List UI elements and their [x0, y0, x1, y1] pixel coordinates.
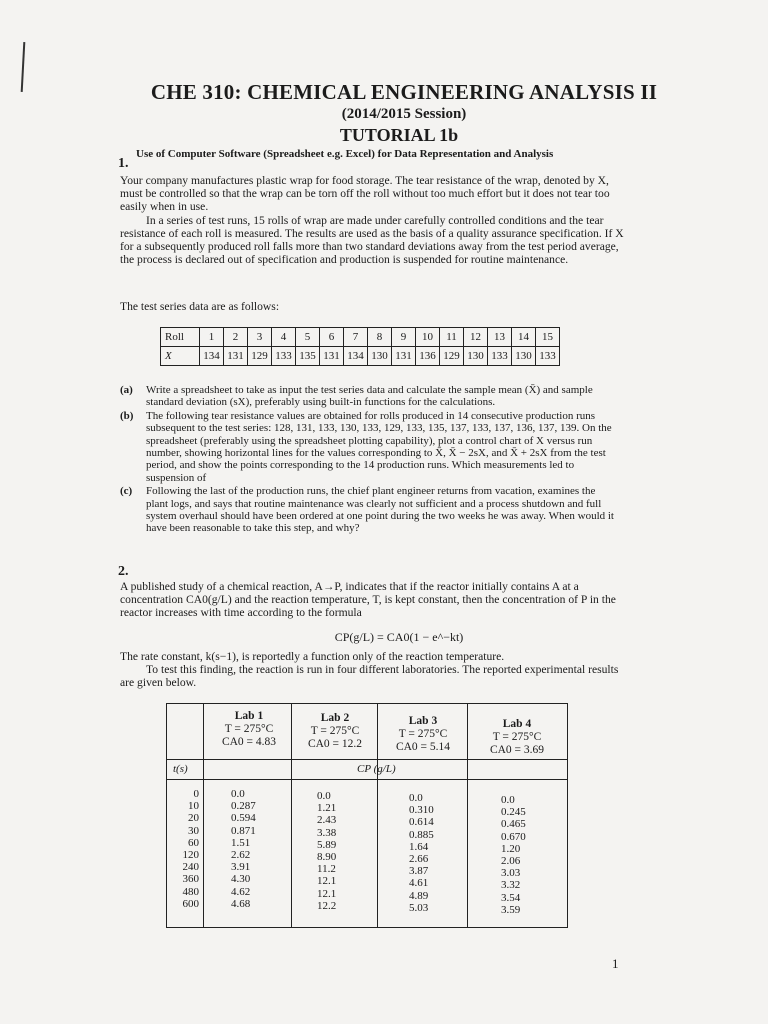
part-b-marker: (b)	[120, 409, 134, 422]
time-column-header: t(s)	[173, 763, 188, 775]
x-cell: 135	[296, 347, 320, 366]
lab-1-cell: 0.871	[231, 824, 256, 837]
lab-3-cell: 0.614	[409, 816, 434, 829]
lab-2-cell: 12.2	[317, 899, 337, 912]
x-cell: 133	[488, 347, 512, 366]
roll-cell: 10	[416, 328, 440, 347]
roll-cell: 8	[368, 328, 392, 347]
x-cell: 129	[440, 347, 464, 366]
lab-4-cell: 3.03	[501, 867, 521, 880]
roll-cell: 6	[320, 328, 344, 347]
lab-4-column	[501, 794, 526, 916]
q1-table-intro: The test series data are as follows:	[120, 300, 280, 313]
time-cell: 30	[188, 824, 199, 837]
question-1-subhead: Use of Computer Software (Spreadsheet e.g. Excel) for Data Representation and Analysis	[136, 148, 554, 160]
lab-2-name: Lab 2	[320, 712, 350, 724]
q1-paragraph-2: In a series of test runs, 15 rolls of wrap are made under carefully controlled conditions and the tear resistance of each roll is measured. The results are used as the basis of a quality assurance specification. If X for a subsequently produced roll falls more than two standard deviations away from the test period average, the process is declared out of specification and production is suspended for routine maintenance.	[120, 213, 624, 267]
roll-row-label: Roll	[161, 328, 200, 347]
lab-2-cell: 1.21	[317, 802, 337, 815]
part-b	[120, 410, 620, 484]
roll-cell: 11	[440, 328, 464, 347]
cp-column-header: CP (g/L)	[357, 763, 396, 775]
q2-paragraph-3: To test this finding, the reaction is run in four different laboratories. The reported experimental results are given below.	[120, 663, 619, 690]
lab-1-cell: 4.68	[231, 897, 251, 910]
lab-1-cell: 0.0	[231, 788, 245, 800]
lab-2-header	[293, 712, 377, 751]
roll-cell: 15	[536, 328, 560, 347]
roll-cell: 1	[200, 328, 224, 347]
roll-cell: 5	[296, 328, 320, 347]
time-cell: 120	[182, 848, 199, 861]
roll-cell: 4	[272, 328, 296, 347]
session-label: (2014/2015 Session)	[341, 106, 467, 122]
lab-3-cell: 3.87	[409, 865, 429, 878]
roll-cell: 13	[488, 328, 512, 347]
time-cell: 0	[193, 788, 199, 800]
x-cell: 131	[320, 347, 344, 366]
x-cell: 131	[224, 347, 248, 366]
lab-4-cell: 0.465	[501, 818, 526, 831]
lab-4-cell: 3.59	[501, 903, 521, 916]
lab-3-cell: 2.66	[409, 852, 429, 865]
lab-1-column	[231, 788, 256, 910]
lab-3-ca0: CA0 = 5.14	[395, 741, 451, 753]
tutorial-title: TUTORIAL 1b	[339, 125, 459, 145]
part-a-text: Write a spreadsheet to take as input the test series data and calculate the sample mean (X̄) and sample standard deviation (sX), preferably using built-in functions for the calculations.	[146, 384, 593, 409]
lab-4-cell: 0.0	[501, 794, 515, 806]
lab-3-cell: 0.885	[409, 828, 434, 841]
roll-cell: 7	[344, 328, 368, 347]
table-divider	[377, 704, 378, 927]
lab-3-cell: 0.310	[409, 804, 434, 817]
lab-1-cell: 4.30	[231, 873, 251, 886]
lab-1-cell: 0.287	[231, 800, 256, 813]
x-cell: 134	[200, 347, 224, 366]
lab-3-column	[409, 792, 434, 914]
q1-paragraph-1: Your company manufactures plastic wrap for food storage. The tear resistance of the wrap, denoted by X, must be controlled so that the wrap can be torn off the roll without too much effort but it does not tear too easily when in use.	[120, 174, 610, 214]
lab-2-ca0: CA0 = 12.2	[307, 738, 363, 750]
time-cell: 20	[188, 812, 199, 825]
course-title: CHE 310: CHEMICAL ENGINEERING ANALYSIS II	[150, 80, 658, 104]
part-c-marker: (c)	[120, 485, 133, 498]
lab-1-temperature: T = 275°C	[224, 723, 274, 735]
lab-4-cell: 0.245	[501, 806, 526, 819]
roll-row	[161, 328, 560, 347]
lab-4-cell: 0.670	[501, 830, 526, 843]
question-1-parts	[120, 384, 620, 536]
lab-4-cell: 2.06	[501, 854, 521, 867]
roll-cell: 3	[248, 328, 272, 347]
lab-1-ca0: CA0 = 4.83	[221, 736, 277, 748]
lab-2-temperature: T = 275°C	[310, 725, 360, 737]
lab-1-header	[207, 710, 291, 749]
x-cell: 134	[344, 347, 368, 366]
lab-results-table	[166, 703, 568, 928]
roll-cell: 2	[224, 328, 248, 347]
lab-3-name: Lab 3	[408, 715, 438, 727]
lab-3-cell: 0.0	[409, 792, 423, 804]
lab-1-name: Lab 1	[234, 710, 264, 722]
table-divider	[467, 704, 468, 927]
lab-1-cell: 0.594	[231, 812, 256, 825]
table-divider	[291, 704, 292, 927]
lab-2-cell: 12.1	[317, 875, 337, 888]
roll-cell: 12	[464, 328, 488, 347]
table-divider	[203, 704, 204, 927]
x-cell: 130	[464, 347, 488, 366]
part-a-marker: (a)	[120, 384, 133, 396]
x-cell: 131	[392, 347, 416, 366]
x-cell: 133	[536, 347, 560, 366]
lab-3-cell: 1.64	[409, 840, 429, 853]
q2-paragraph-2: The rate constant, k(s−1), is reportedly a function only of the reaction temperature.	[120, 650, 505, 663]
x-cell: 130	[512, 347, 536, 366]
lab-4-cell: 3.32	[501, 879, 521, 892]
time-cell: 240	[182, 861, 199, 874]
lab-1-cell: 4.62	[231, 885, 251, 898]
question-2-number: 2.	[118, 564, 129, 579]
lab-1-cell: 2.62	[231, 848, 251, 861]
lab-2-cell: 12.1	[317, 887, 337, 900]
time-column	[167, 788, 199, 910]
lab-1-cell: 3.91	[231, 861, 251, 874]
time-cell: 600	[182, 897, 199, 910]
time-cell: 480	[182, 885, 199, 898]
lab-4-header	[469, 718, 565, 757]
lab-2-cell: 5.89	[317, 838, 337, 851]
lab-3-header	[379, 715, 467, 754]
part-c	[120, 485, 620, 535]
lab-2-cell: 3.38	[317, 826, 337, 839]
lab-3-cell: 5.03	[409, 901, 429, 914]
time-cell: 360	[182, 873, 199, 886]
roll-cell: 14	[512, 328, 536, 347]
time-cell: 60	[188, 836, 199, 849]
rate-formula: CP(g/L) = CA0(1 − e^−kt)	[334, 630, 464, 644]
question-2-text	[120, 650, 630, 690]
table-rule	[167, 779, 567, 780]
lab-3-cell: 4.89	[409, 889, 429, 902]
question-1-number: 1.	[118, 156, 129, 171]
x-row-label: X	[161, 347, 200, 366]
table-rule	[167, 759, 567, 760]
x-cell: 136	[416, 347, 440, 366]
lab-2-cell: 11.2	[317, 863, 336, 876]
part-a	[120, 384, 620, 409]
page-number: 1	[612, 956, 619, 971]
x-cell: 130	[368, 347, 392, 366]
lab-3-cell: 4.61	[409, 877, 429, 890]
part-b-text: The following tear resistance values are obtained for rolls produced in 14 consecutive production runs subsequent to the test series: 128, 131, 133, 130, 133, 129, 133, 135, 137, 133, 137, 136, 137, 139. On the spreadsheet (preferably using the spreadsheet plotting capability), plot a control chart of X versus run number, showing horizontal lines for the values corresponding to X̄, X̄ − 2sX, and X̄ + 2sX from the test period, and show the points corresponding to the 14 production runs. Which measurements led to suspension of	[146, 409, 612, 484]
part-c-text: Following the last of the production runs, the chief plant engineer returns from vacation, examines the plant logs, and says that routine maintenance was clearly not sufficient and a process shutdown and full system overhaul should have been ordered at one point during the two weeks he was away. When would it have been reasonable to take this step, and why?	[146, 485, 614, 535]
lab-4-ca0: CA0 = 3.69	[489, 744, 545, 756]
lab-2-column	[317, 790, 336, 912]
roll-data-table	[160, 327, 560, 366]
x-cell: 129	[248, 347, 272, 366]
time-cell: 10	[188, 800, 199, 813]
lab-2-cell: 0.0	[317, 790, 331, 802]
x-row	[161, 347, 560, 366]
lab-4-cell: 1.20	[501, 842, 521, 855]
roll-cell: 9	[392, 328, 416, 347]
q2-paragraph-1: A published study of a chemical reaction, A→P, indicates that if the reactor initially contains A at a concentration CA0(g/L) and the reaction temperature, T, is kept constant, then the concentration of P in the reactor increases with time according to the formula	[120, 580, 616, 620]
lab-3-temperature: T = 275°C	[398, 728, 448, 740]
x-cell: 133	[272, 347, 296, 366]
lab-2-cell: 8.90	[317, 850, 337, 863]
lab-4-name: Lab 4	[502, 718, 532, 730]
question-1-text	[120, 174, 630, 266]
lab-2-cell: 2.43	[317, 814, 337, 827]
lab-4-cell: 3.54	[501, 891, 521, 904]
lab-1-cell: 1.51	[231, 836, 251, 849]
lab-4-temperature: T = 275°C	[492, 731, 542, 743]
